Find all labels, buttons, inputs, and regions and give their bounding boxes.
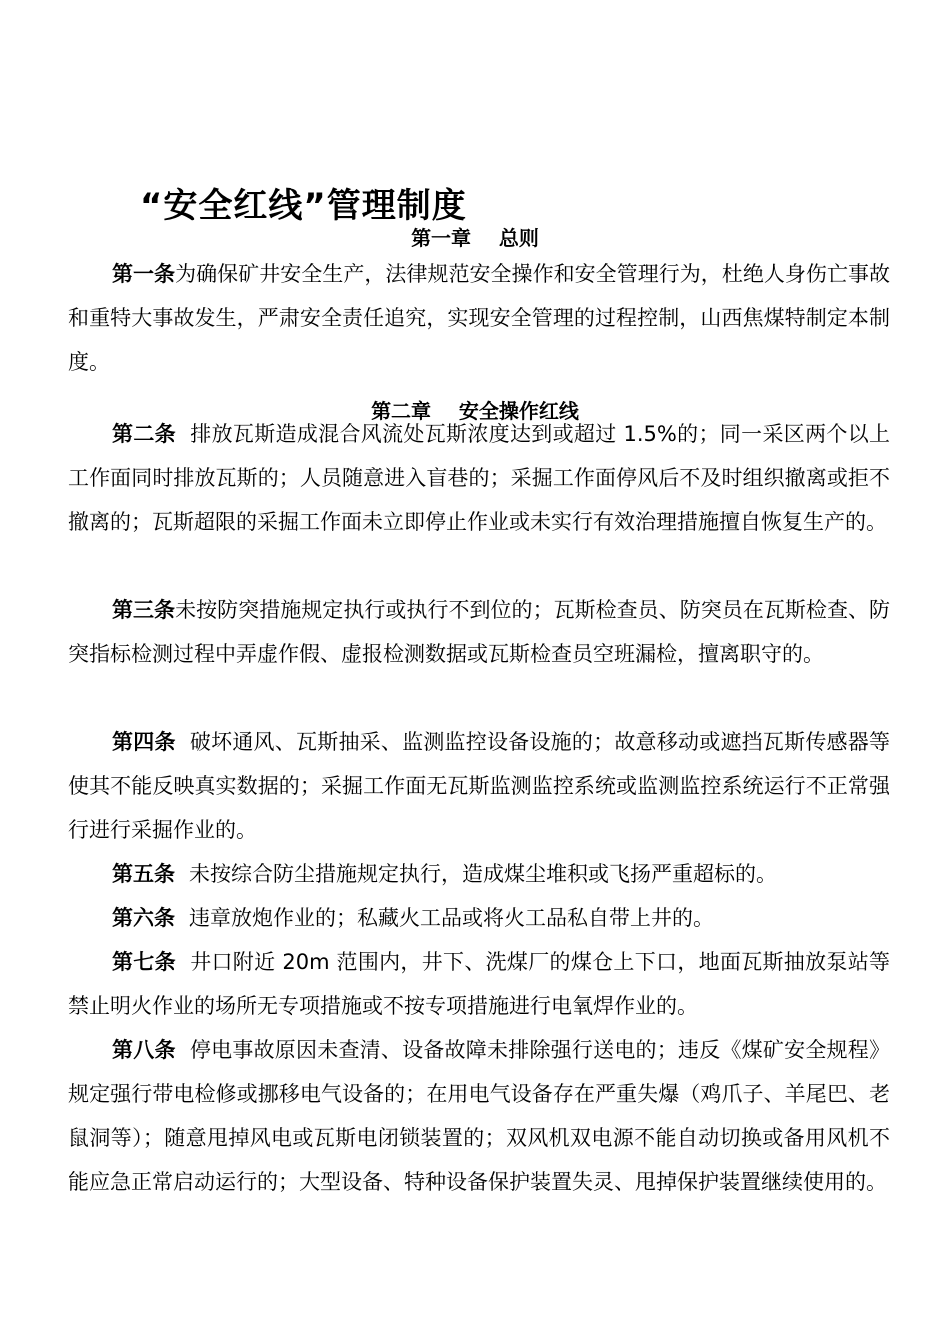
chapter-1-heading: 第一章 总则: [411, 226, 539, 250]
article-text: 井口附近 20m 范围内，井下、洗煤厂的煤仓上下口，地面瓦斯抽放泵站等禁止明火作业的场所无专项措施或不按专项措施进行电氧焊作业的。: [68, 950, 891, 1018]
article-7: [68, 940, 890, 1028]
article-label: 第五条: [112, 862, 175, 886]
article-5: [68, 852, 890, 896]
article-text: 未按防突措施规定执行或执行不到位的；瓦斯检查员、防突员在瓦斯检查、防突指标检测过程中弄虚作假、虚报检测数据或瓦斯检查员空班漏检，擅离职守的。: [68, 598, 891, 666]
article-label: 第一条: [112, 262, 176, 286]
article-label: 第三条: [112, 598, 176, 622]
article-text: 停电事故原因未查清、设备故障未排除强行送电的；违反《煤矿安全规程》规定强行带电检修或挪移电气设备的；在用电气设备存在严重失爆（鸡爪子、羊尾巴、老鼠洞等）；随意甩掉风电或瓦斯电闭锁装置的；双风机双电源不能自动切换或备用风机不能应急正常启动运行的；大型设备、特种设备保护装置失灵、甩掉保护装置继续使用的。: [68, 1038, 891, 1194]
article-1: [68, 252, 890, 384]
article-6: [68, 896, 890, 940]
article-text: 破坏通风、瓦斯抽采、监测监控设备设施的；故意移动或遮挡瓦斯传感器等使其不能反映真实数据的；采掘工作面无瓦斯监测监控系统或监测监控系统运行不正常强行进行采掘作业的。: [68, 730, 891, 842]
article-label: 第六条: [112, 906, 175, 930]
article-2: [68, 412, 890, 544]
article-text: 违章放炮作业的；私藏火工品或将火工品私自带上井的。: [189, 906, 714, 930]
chapter-2-heading: 第二章 安全操作红线: [371, 399, 579, 423]
article-text: 排放瓦斯造成混合风流处瓦斯浓度达到或超过 1.5%的；同一采区两个以上工作面同时排放瓦斯的；人员随意进入盲巷的；采掘工作面停风后不及时组织撤离或拒不撤离的；瓦斯超限的采掘工作面未立即停止作业或未实行有效治理措施擅自恢复生产的。: [68, 422, 891, 534]
article-label: 第八条: [112, 1038, 176, 1062]
article-8: [68, 1028, 890, 1204]
document-title: “安全红线”管理制度: [140, 186, 467, 226]
article-label: 第四条: [112, 730, 176, 754]
article-4: [68, 720, 890, 852]
article-text: 未按综合防尘措施规定执行，造成煤尘堆积或飞扬严重超标的。: [189, 862, 777, 886]
article-label: 第二条: [112, 422, 176, 446]
article-label: 第七条: [112, 950, 176, 974]
article-3: [68, 588, 890, 676]
article-text: 为确保矿井安全生产，法律规范安全操作和安全管理行为，杜绝人身伤亡事故和重特大事故发生，严肃安全责任追究，实现安全管理的过程控制，山西焦煤特制定本制度。: [68, 262, 891, 374]
